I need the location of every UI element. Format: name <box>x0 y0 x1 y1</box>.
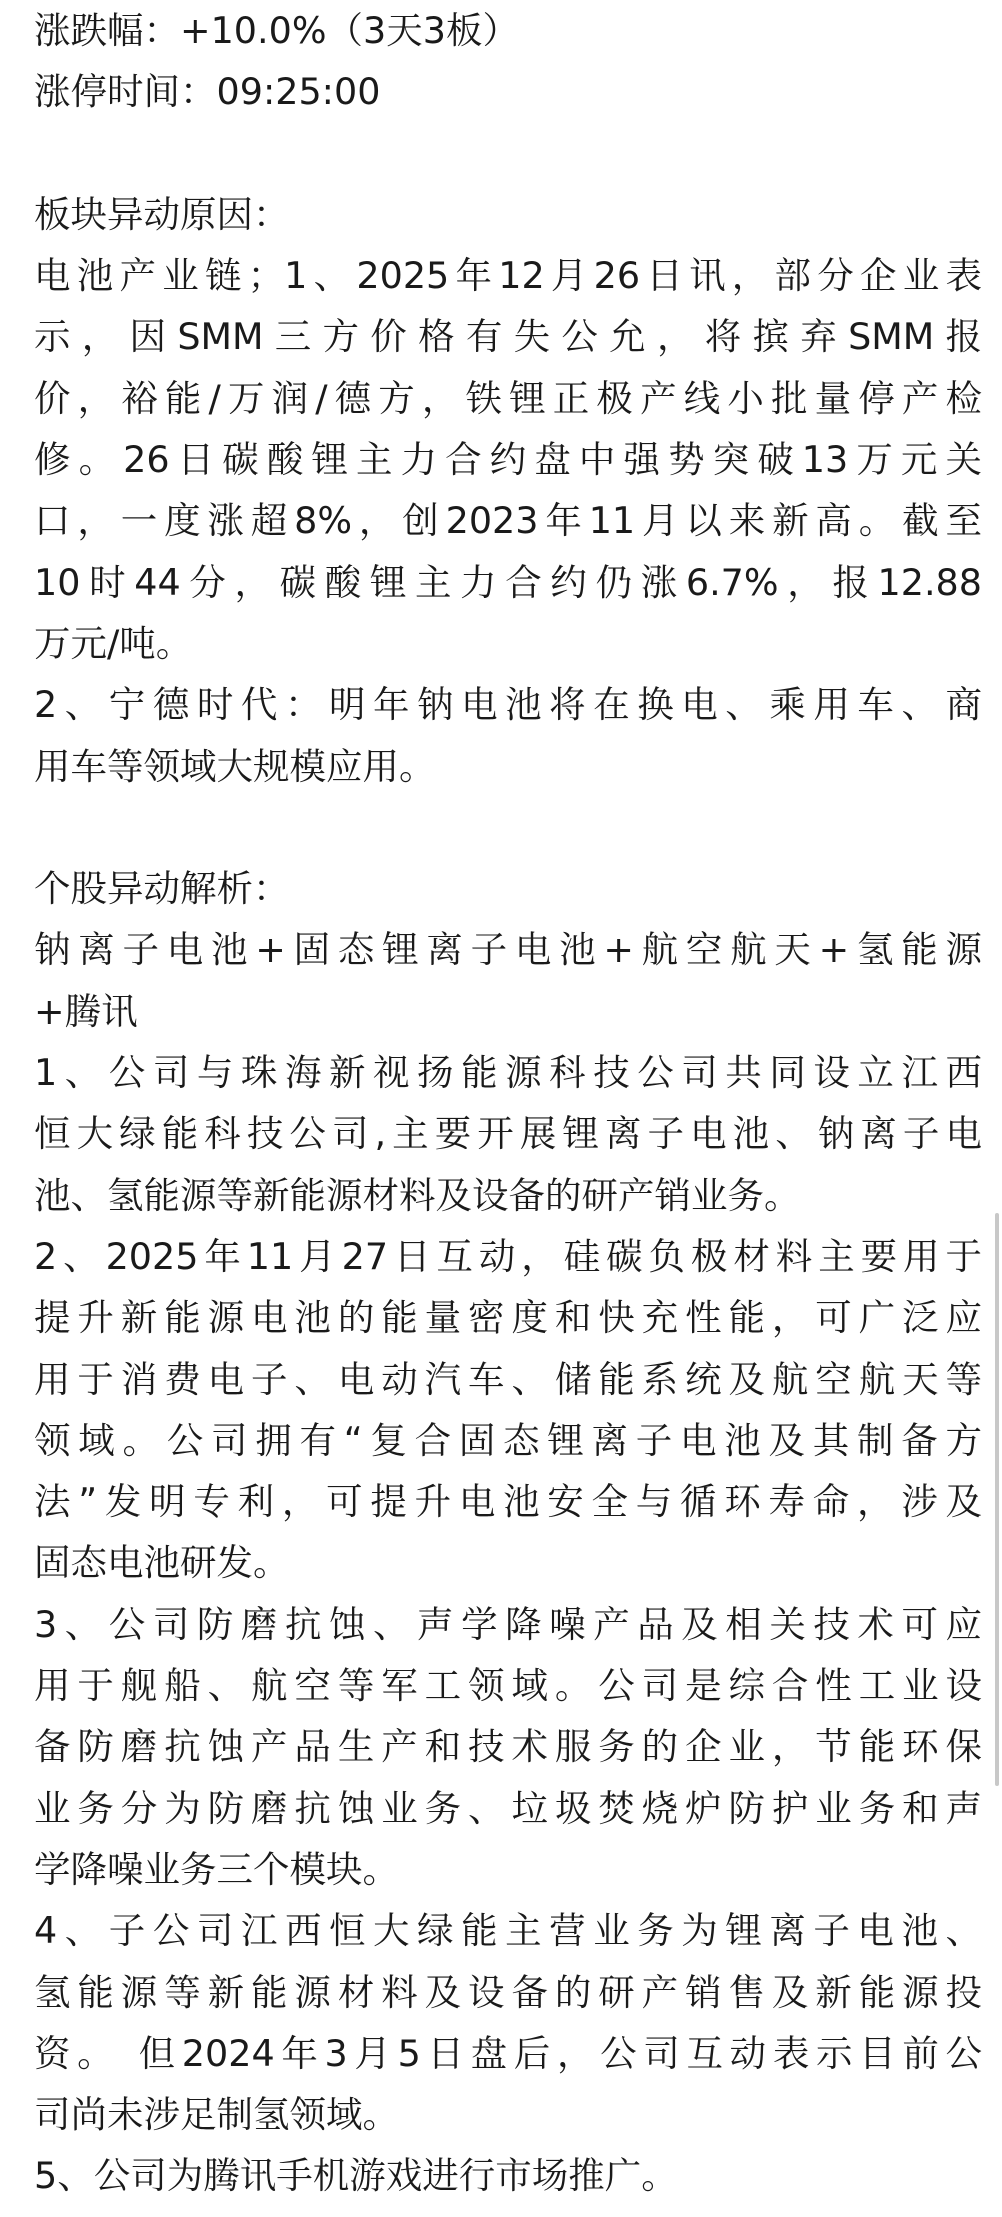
stock-line: 池、氢能源等新能源材料及设备的研产销业务。 <box>34 1173 801 1217</box>
stock-line: 氢能源等新能源材料及设备的研产销售及新能源投 <box>34 1970 982 2014</box>
sector-title: 板块异动原因： <box>34 192 290 236</box>
sector-line: 万元/吨。 <box>34 621 193 665</box>
blank-line <box>34 123 982 184</box>
stock-line: 4、子公司江西恒大绿能主营业务为锂离子电池、 <box>34 1909 982 1953</box>
sector-line: 修。26日碳酸锂主力合约盘中强势突破13万元关 <box>34 438 982 482</box>
sector-line: 电池产业链；1、2025年12月26日讯，部分企业表 <box>34 254 982 298</box>
stock-line: 提升新能源电池的能量密度和快充性能，可广泛应 <box>34 1296 982 1340</box>
sector-line: 示，因SMM三方价格有失公允，将摈弃SMM报 <box>34 315 982 359</box>
blank-line <box>34 797 982 858</box>
limit-time-line: 涨停时间：09:25:00 <box>34 70 381 114</box>
sector-line: 2、宁德时代：明年钠电池将在换电、乘用车、商 <box>34 683 982 727</box>
sector-line: 价，裕能/万润/德方，铁锂正极产线小批量停产检 <box>34 376 982 420</box>
stock-line: 3、公司防磨抗蚀、声学降噪产品及相关技术可应 <box>34 1602 982 1646</box>
stock-line: 用于舰船、航空等军工领域。公司是综合性工业设 <box>34 1664 982 1708</box>
article-body <box>34 0 982 2207</box>
stock-line: 2、2025年11月27日互动，硅碳负极材料主要用于 <box>34 1234 982 1278</box>
sector-line: 10时44分，碳酸锂主力合约仍涨6.7%，报12.88 <box>34 560 982 604</box>
stock-line: 5、公司为腾讯手机游戏进行市场推广。 <box>34 2154 678 2198</box>
stock-line: 1、公司与珠海新视扬能源科技公司共同设立江西 <box>34 1051 982 1095</box>
stock-line: +腾讯 <box>34 989 138 1033</box>
stock-title: 个股异动解析： <box>34 867 290 911</box>
stock-line: 领域。公司拥有“复合固态锂离子电池及其制备方 <box>34 1418 982 1462</box>
stock-line: 司尚未涉足制氢领域。 <box>34 2093 399 2137</box>
change-line: 涨跌幅：+10.0%（3天3板） <box>34 9 519 52</box>
stock-line: 固态电池研发。 <box>34 1541 290 1585</box>
stock-line: 备防磨抗蚀产品生产和技术服务的企业，节能环保 <box>34 1725 982 1769</box>
stock-line: 用于消费电子、电动汽车、储能系统及航空航天等 <box>34 1357 982 1401</box>
scrollbar-thumb[interactable] <box>995 1213 999 1786</box>
stock-line: 钠离子电池+固态锂离子电池+航空航天+氢能源 <box>34 928 982 972</box>
sector-line: 口，一度涨超8%，创2023年11月以来新高。截至 <box>34 499 982 543</box>
stock-line: 业务分为防磨抗蚀业务、垃圾焚烧炉防护业务和声 <box>34 1786 982 1830</box>
stock-line: 资。 但2024年3月5日盘后，公司互动表示目前公 <box>34 2031 982 2075</box>
stock-line: 恒大绿能科技公司,主要开展锂离子电池、钠离子电 <box>34 1112 982 1156</box>
sector-line: 用车等领域大规模应用。 <box>34 744 436 788</box>
stock-line: 法”发明专利，可提升电池安全与循环寿命，涉及 <box>34 1480 982 1524</box>
stock-line: 学降噪业务三个模块。 <box>34 1847 399 1891</box>
